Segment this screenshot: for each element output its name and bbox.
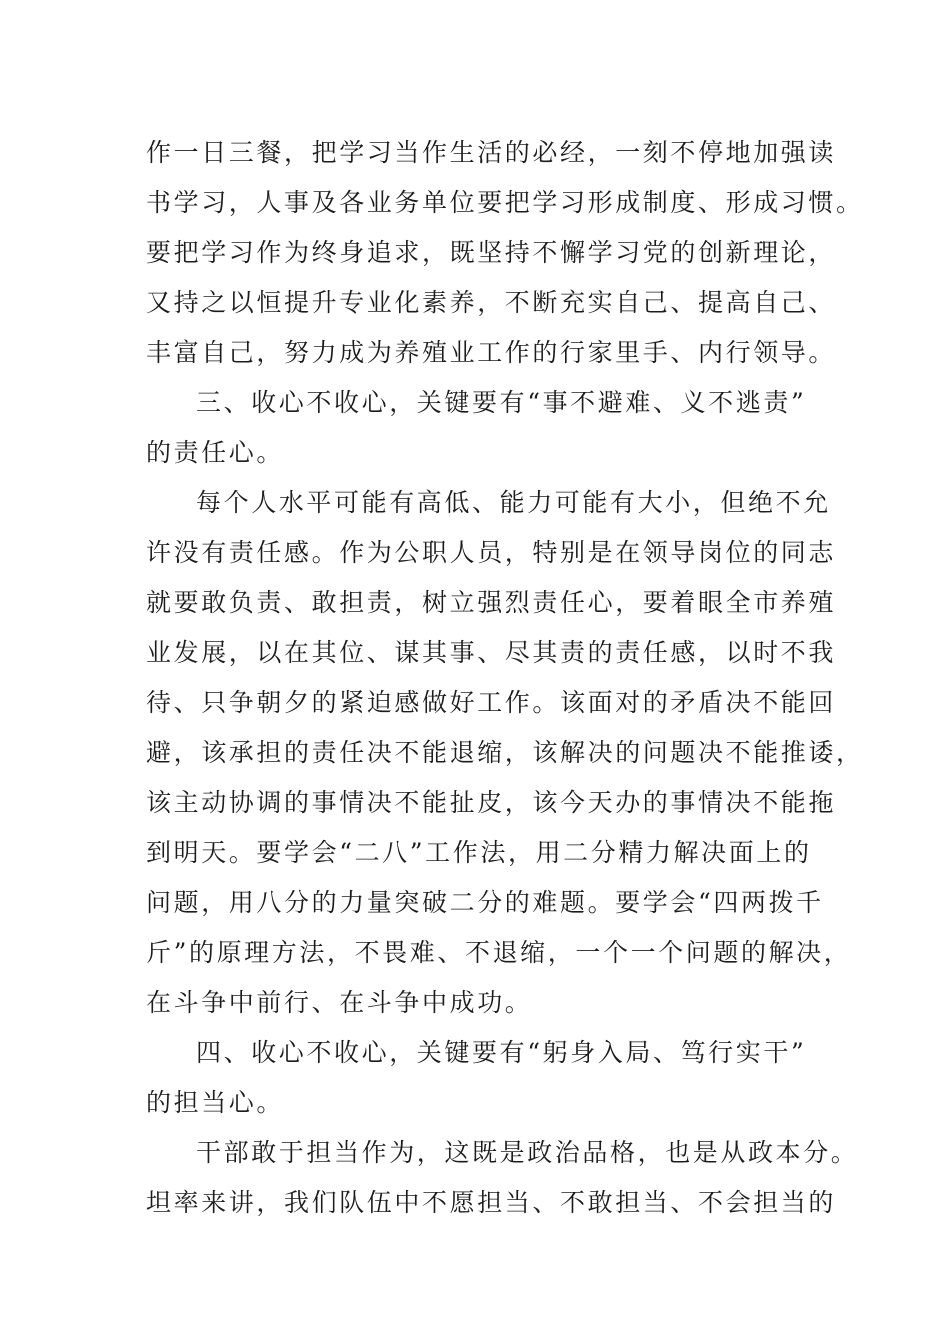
section-heading: 三、收心不收心，关键要有“事不避难、义不逃责” [196,388,807,417]
section-heading: 四、收心不收心，关键要有“躬身入局、笃行实干” [196,1038,807,1067]
paragraph-start: 干部敢于担当作为，这既是政治品格，也是从政本分。 [196,1138,859,1167]
text-line: 丰富自己，努力成为养殖业工作的行家里手、内行领导。 [146,338,837,367]
text-line: 斤”的原理方法，不畏难、不退缩，一个一个问题的解决， [146,938,852,967]
text-line: 待、只争朝夕的紧迫感做好工作。该面对的矛盾决不能回 [146,688,837,717]
text-line: 又持之以恒提升专业化素养，不断充实自己、提高自己、 [146,288,837,317]
text-line: 要把学习作为终身追求，既坚持不懈学习党的创新理论， [146,238,837,267]
section-heading-continued: 的责任心。 [146,438,285,467]
text-line: 到明天。要学会“二八”工作法，用二分精力解决面上的 [146,838,812,867]
text-line: 就要敢负责、敢担责，树立强烈责任心，要着眼全市养殖 [146,588,837,617]
text-line: 坦率来讲，我们队伍中不愿担当、不敢担当、不会担当的 [146,1188,837,1217]
text-line: 在斗争中前行、在斗争中成功。 [146,988,533,1017]
text-line: 业发展，以在其位、谋其事、尽其责的责任感，以时不我 [146,638,837,667]
text-line: 该主动协调的事情决不能扯皮，该今天办的事情决不能拖 [146,788,837,817]
text-line: 书学习，人事及各业务单位要把学习形成制度、形成习惯。 [146,188,864,217]
text-line: 问题，用八分的力量突破二分的难题。要学会“四两拨千 [146,888,824,917]
text-line: 许没有责任感。作为公职人员，特别是在领导岗位的同志 [146,538,837,567]
text-line: 作一日三餐，把学习当作生活的必经，一刻不停地加强读 [146,138,837,167]
section-heading-continued: 的担当心。 [146,1088,285,1117]
paragraph-start: 每个人水平可能有高低、能力可能有大小，但绝不允 [196,488,831,517]
text-line: 避，该承担的责任决不能退缩，该解决的问题决不能推诿， [146,738,864,767]
